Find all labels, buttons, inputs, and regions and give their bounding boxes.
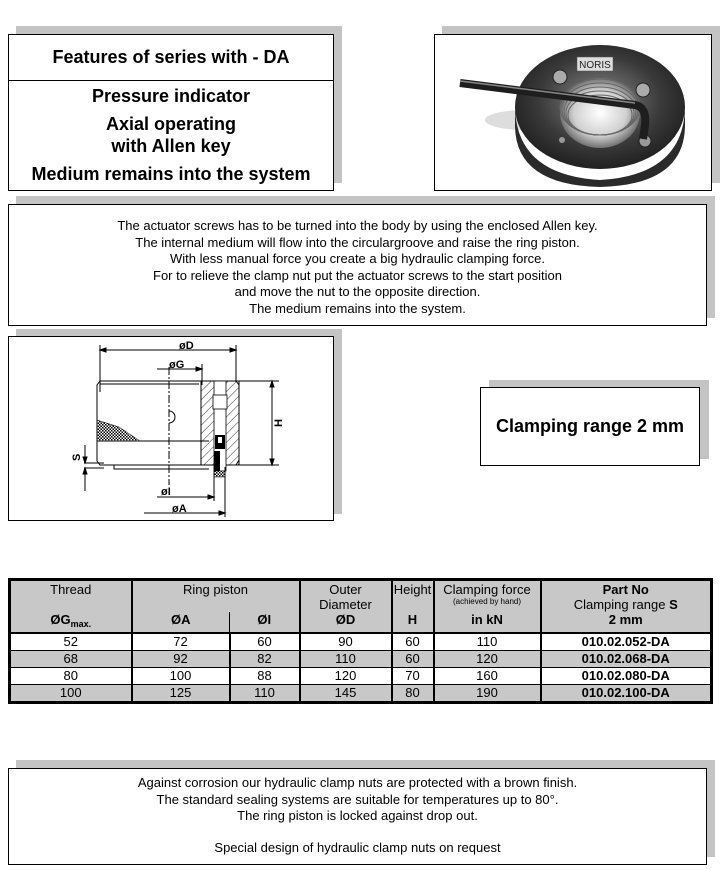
header-force-note: (achieved by hand) bbox=[452, 597, 522, 606]
subheader-height-h: H bbox=[392, 612, 434, 633]
product-photo bbox=[434, 34, 712, 191]
cell-part-no: 010.02.080-DA bbox=[541, 668, 712, 685]
header-part-no bbox=[541, 580, 712, 613]
cell-ring-i: 82 bbox=[230, 651, 300, 668]
description-line: With less manual force you create a big hydraulic clamping force. bbox=[169, 251, 545, 266]
subheader-thread-symbol: ØG bbox=[50, 612, 71, 627]
table-row bbox=[10, 633, 712, 651]
cell-ring-a: 100 bbox=[132, 668, 230, 685]
subheader-part-range: 2 mm bbox=[541, 612, 712, 633]
cell-thread: 100 bbox=[10, 685, 132, 703]
cell-part-no: 010.02.068-DA bbox=[541, 651, 712, 668]
label-thread-diameter: øG bbox=[169, 359, 185, 371]
clamping-range-label: Clamping range 2 mm bbox=[495, 416, 685, 436]
cell-force: 160 bbox=[434, 668, 541, 685]
table-row bbox=[10, 651, 712, 668]
header-part-range-s: S bbox=[669, 597, 678, 612]
subheader-ring-a: ØA bbox=[132, 612, 230, 633]
note-line: The ring piston is locked against drop out. bbox=[237, 808, 478, 823]
header-ring-piston: Ring piston bbox=[132, 580, 300, 613]
clamping-range-box bbox=[480, 387, 700, 466]
note-spacer bbox=[9, 825, 706, 840]
features-box bbox=[8, 34, 334, 191]
feature-medium-remains: Medium remains into the system bbox=[31, 164, 311, 184]
subheader-outer-d: ØD bbox=[300, 612, 392, 633]
feature-pressure-indicator: Pressure indicator bbox=[91, 86, 251, 106]
features-list bbox=[9, 81, 333, 185]
cross-section-diagram bbox=[9, 337, 332, 519]
cell-height: 80 bbox=[392, 685, 434, 703]
cell-thread: 68 bbox=[10, 651, 132, 668]
cell-force: 110 bbox=[434, 633, 541, 651]
description-box bbox=[8, 204, 707, 326]
description-line: For to relieve the clamp nut put the actuator screws to the start position bbox=[153, 267, 562, 283]
cell-ring-i: 60 bbox=[230, 633, 300, 651]
cell-force: 190 bbox=[434, 685, 541, 703]
header-force-label: Clamping force bbox=[443, 582, 531, 597]
subheader-thread-suffix: max. bbox=[70, 619, 92, 629]
header-part-range: Clamping range bbox=[573, 597, 666, 612]
cell-ring-a: 125 bbox=[132, 685, 230, 703]
table-row bbox=[10, 668, 712, 685]
header-outer-diameter bbox=[300, 580, 392, 613]
subheader-ring-i: ØI bbox=[230, 612, 300, 633]
description-line: and move the nut to the opposite direction. bbox=[234, 284, 481, 299]
cell-ring-i: 88 bbox=[230, 668, 300, 685]
cell-ring-i: 110 bbox=[230, 685, 300, 703]
cell-force: 120 bbox=[434, 651, 541, 668]
label-outer-diameter: øD bbox=[179, 340, 194, 352]
cell-height: 60 bbox=[392, 651, 434, 668]
description-line: The actuator screws has to be turned into the body by using the enclosed Allen key. bbox=[117, 218, 598, 233]
specification-table bbox=[8, 578, 713, 704]
cell-outer-d: 120 bbox=[300, 668, 392, 685]
label-clamping-range: S bbox=[71, 453, 83, 461]
cell-ring-a: 72 bbox=[132, 633, 230, 651]
cell-ring-a: 92 bbox=[132, 651, 230, 668]
cell-outer-d: 90 bbox=[300, 633, 392, 651]
cell-part-no: 010.02.052-DA bbox=[541, 633, 712, 651]
notes-box bbox=[8, 768, 707, 865]
features-title: Features of series with - DA bbox=[9, 35, 333, 81]
note-line: The standard sealing systems are suitable for temperatures up to 80°. bbox=[156, 791, 559, 807]
header-height: Height bbox=[392, 580, 434, 613]
note-line: Against corrosion our hydraulic clamp nuts are protected with a brown finish. bbox=[137, 775, 578, 790]
cell-height: 60 bbox=[392, 633, 434, 651]
cell-height: 70 bbox=[392, 668, 434, 685]
label-height: H bbox=[273, 419, 285, 427]
table-row bbox=[10, 685, 712, 703]
cell-outer-d: 145 bbox=[300, 685, 392, 703]
header-outer-line1: Outer bbox=[329, 582, 362, 597]
cell-outer-d: 110 bbox=[300, 651, 392, 668]
feature-allen-key: with Allen key bbox=[111, 136, 231, 156]
cell-part-no: 010.02.100-DA bbox=[541, 685, 712, 703]
cell-thread: 52 bbox=[10, 633, 132, 651]
label-outer-piston: øA bbox=[172, 503, 187, 515]
svg-text:NORIS: NORIS bbox=[579, 60, 611, 71]
description-line: The internal medium will flow into the circulargroove and raise the ring piston. bbox=[135, 234, 580, 250]
subheader-thread bbox=[10, 612, 132, 633]
header-clamping-force bbox=[434, 580, 541, 613]
description-line: The medium remains into the system. bbox=[249, 300, 466, 316]
header-outer-line2: Diameter bbox=[319, 597, 372, 612]
header-part-label: Part No bbox=[602, 582, 649, 597]
label-inner-piston: øI bbox=[161, 486, 171, 498]
feature-axial-operating: Axial operating bbox=[105, 114, 237, 134]
header-thread: Thread bbox=[10, 580, 132, 613]
clamp-nut-image bbox=[435, 35, 710, 189]
subheader-force-unit: in kN bbox=[434, 612, 541, 633]
technical-drawing bbox=[8, 336, 334, 521]
note-footer: Special design of hydraulic clamp nuts on request bbox=[214, 839, 501, 855]
cell-thread: 80 bbox=[10, 668, 132, 685]
